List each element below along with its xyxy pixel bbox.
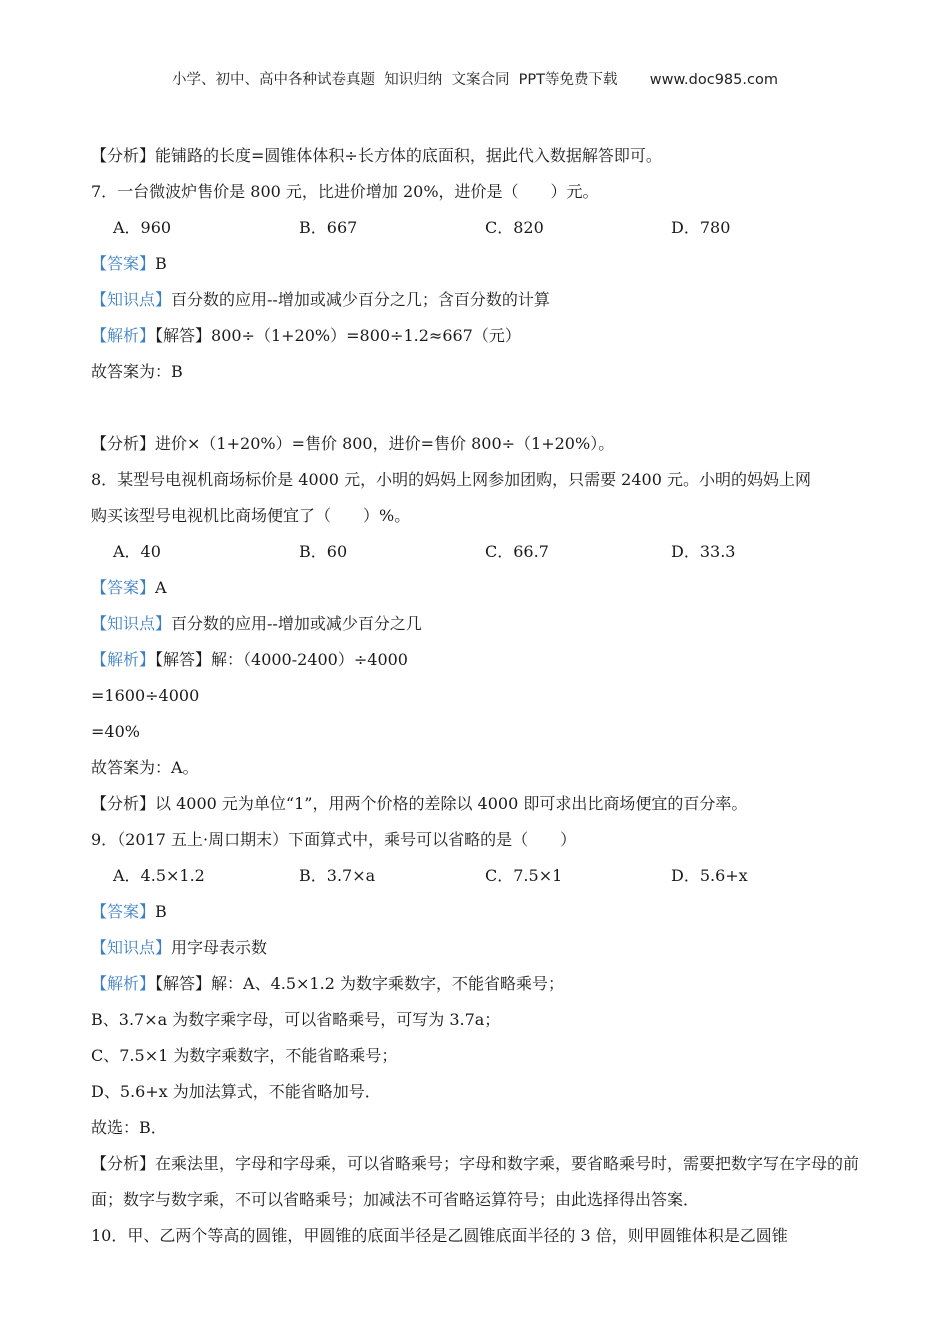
q7-options bbox=[91, 210, 861, 246]
document-body bbox=[91, 138, 861, 1254]
q7-explain bbox=[91, 318, 861, 354]
q7-knowledge bbox=[91, 282, 861, 318]
explain-text: 【解答】解：A、4.5×1.2 为数字乘数字，不能省略乘号； bbox=[155, 974, 564, 993]
analysis-text: 能铺路的长度=圆锥体体积÷长方体的底面积，据此代入数据解答即可。 bbox=[155, 146, 662, 165]
analysis-text: 以 4000 元为单位“1”，用两个价格的差除以 4000 即可求出比商场便宜的百分率。 bbox=[155, 794, 748, 813]
q9-analysis bbox=[91, 1146, 861, 1218]
answer-text: B bbox=[155, 254, 167, 273]
knowledge-text: 百分数的应用--增加或减少百分之几；含百分数的计算 bbox=[171, 290, 550, 309]
analysis-tag: 【分析】 bbox=[91, 434, 156, 453]
q8-question-line-2: 购买该型号电视机比商场便宜了（ ）%。 bbox=[91, 506, 411, 525]
explain-text: 【解答】解：（4000-2400）÷4000 bbox=[155, 650, 408, 669]
q7-question: 7．一台微波炉售价是 800 元，比进价增加 20%，进价是（ ）元。 bbox=[91, 182, 599, 201]
answer-tag: 【答案】 bbox=[91, 578, 156, 597]
explain-tag: 【解析】 bbox=[91, 326, 156, 345]
knowledge-text: 百分数的应用--增加或减少百分之几 bbox=[171, 614, 422, 633]
q9-line-d: D、5.6+x 为加法算式，不能省略加号． bbox=[91, 1082, 381, 1101]
q9-option-c: C．7.5×1 bbox=[485, 866, 563, 885]
q8-explain bbox=[91, 642, 861, 678]
q7-conclusion: 故答案为：B bbox=[91, 362, 183, 381]
knowledge-tag: 【知识点】 bbox=[91, 614, 172, 633]
explain-text: 【解答】800÷（1+20%）=800÷1.2≈667（元） bbox=[155, 326, 521, 345]
q7-option-d: D．780 bbox=[671, 218, 731, 237]
q8-option-a: A．40 bbox=[113, 542, 161, 561]
analysis-text: 在乘法里，字母和字母乘，可以省略乘号；字母和数字乘，要省略乘号时，需要把数字写在字母的前面；数字与数字乘，不可以省略乘号；加减法不可省略运算符号；由此选择得出答案． bbox=[91, 1154, 860, 1209]
q8-analysis bbox=[91, 786, 861, 822]
answer-tag: 【答案】 bbox=[91, 902, 156, 921]
explain-tag: 【解析】 bbox=[91, 650, 156, 669]
answer-text: B bbox=[155, 902, 167, 921]
page-header: 小学、初中、高中各种试卷真题 知识归纳 文案合同 PPT等免费下载 www.doc985.com bbox=[172, 72, 778, 88]
q8-option-c: C．66.7 bbox=[485, 542, 549, 561]
q9-option-a: A．4.5×1.2 bbox=[113, 866, 205, 885]
q9-line-b: B、3.7×a 为数字乘字母，可以省略乘号，可写为 3.7a； bbox=[91, 1010, 501, 1029]
q9-options bbox=[91, 858, 861, 894]
q8-option-d: D．33.3 bbox=[671, 542, 736, 561]
knowledge-tag: 【知识点】 bbox=[91, 290, 172, 309]
knowledge-text: 用字母表示数 bbox=[171, 938, 268, 957]
q9-conclusion: 故选：B． bbox=[91, 1118, 167, 1137]
answer-tag: 【答案】 bbox=[91, 254, 156, 273]
q9-question: 9．（2017 五上·周口期末）下面算式中，乘号可以省略的是（ ） bbox=[91, 830, 577, 849]
q8-step-2: =40% bbox=[91, 722, 140, 741]
q9-answer bbox=[91, 894, 861, 930]
q7-analysis bbox=[91, 426, 861, 462]
analysis-tag: 【分析】 bbox=[91, 1154, 156, 1173]
q7-option-b: B．667 bbox=[299, 218, 358, 237]
q9-line-c: C、7.5×1 为数字乘数字，不能省略乘号； bbox=[91, 1046, 398, 1065]
spacer bbox=[91, 390, 861, 426]
q8-step-1: =1600÷4000 bbox=[91, 686, 200, 705]
q7-option-a: A．960 bbox=[113, 218, 172, 237]
q8-answer bbox=[91, 570, 861, 606]
q8-options bbox=[91, 534, 861, 570]
q10-question: 10．甲、乙两个等高的圆锥，甲圆锥的底面半径是乙圆锥底面半径的 3 倍，则甲圆锥体积是乙圆锥 bbox=[91, 1226, 788, 1245]
q8-question-line-1: 8．某型号电视机商场标价是 4000 元，小明的妈妈上网参加团购，只需要 2400 元。小明的妈妈上网 bbox=[91, 470, 811, 489]
q7-answer bbox=[91, 246, 861, 282]
q9-option-b: B．3.7×a bbox=[299, 866, 376, 885]
analysis-tag: 【分析】 bbox=[91, 794, 156, 813]
analysis-text: 进价×（1+20%）=售价 800，进价=售价 800÷（1+20%）。 bbox=[155, 434, 615, 453]
intro-analysis bbox=[91, 138, 861, 174]
q9-option-d: D．5.6+x bbox=[671, 866, 748, 885]
explain-tag: 【解析】 bbox=[91, 974, 156, 993]
q8-conclusion: 故答案为：A。 bbox=[91, 758, 199, 777]
q9-knowledge bbox=[91, 930, 861, 966]
q9-explain bbox=[91, 966, 861, 1002]
q8-option-b: B．60 bbox=[299, 542, 348, 561]
q7-option-c: C．820 bbox=[485, 218, 544, 237]
analysis-tag: 【分析】 bbox=[91, 146, 156, 165]
q8-knowledge bbox=[91, 606, 861, 642]
knowledge-tag: 【知识点】 bbox=[91, 938, 172, 957]
answer-text: A bbox=[155, 578, 167, 597]
